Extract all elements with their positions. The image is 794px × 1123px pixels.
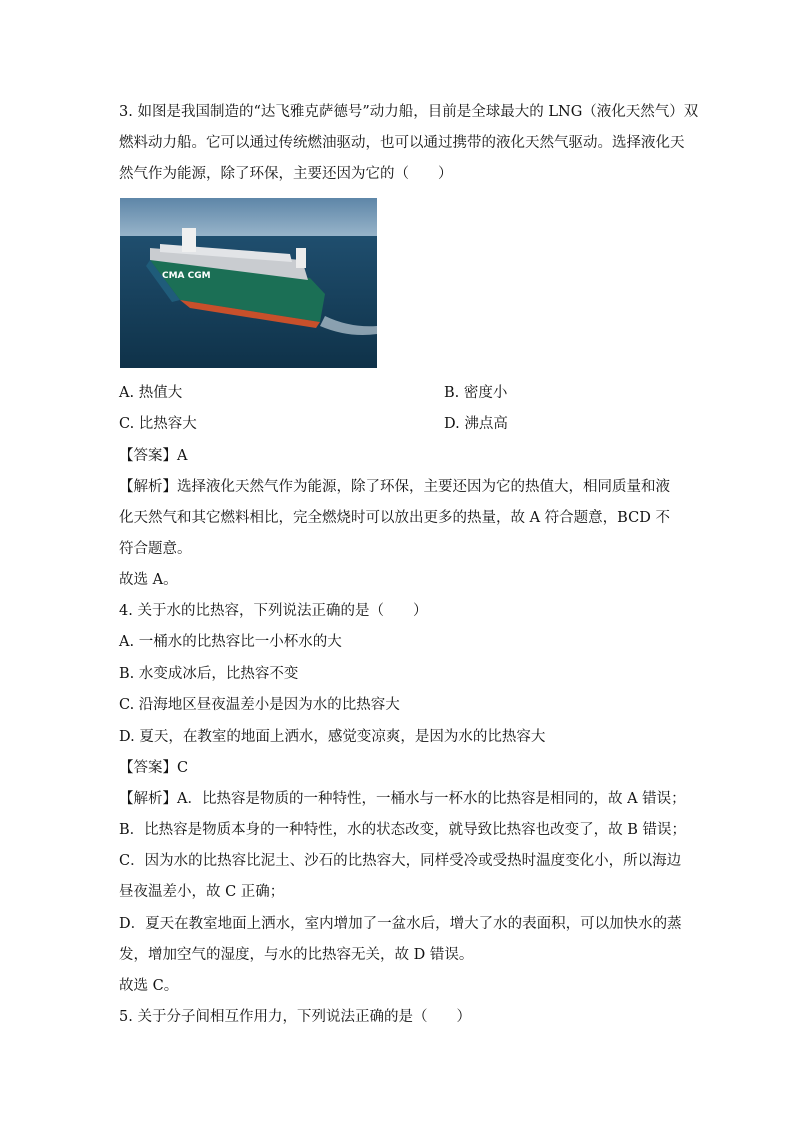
ship-photo	[120, 198, 377, 368]
q4-option-c: C. 沿海地区昼夜温差小是因为水的比热容大	[119, 697, 400, 713]
q3-option-a: A. 热值大	[119, 385, 183, 401]
q3-stem-line-2: 燃料动力船。它可以通过传统燃油驱动，也可以通过携带的液化天然气驱动。选择液化天	[119, 135, 685, 151]
q3-stem-line-1: 3. 如图是我国制造的“达飞雅克萨德号”动力船，目前是全球最大的 LNG（液化天然气）双	[119, 104, 699, 120]
q4-analysis-line-3: C．因为水的比热容比泥土、沙石的比热容大，同样受冷或受热时温度变化小，所以海边	[119, 853, 682, 869]
q4-analysis-line-4: 昼夜温差小，故 C 正确；	[119, 884, 285, 900]
q4-option-d: D. 夏天，在教室的地面上洒水，感觉变凉爽，是因为水的比热容大	[119, 729, 546, 745]
q3-stem-line-3: 然气作为能源，除了环保，主要还因为它的（ ）	[119, 166, 453, 182]
q4-analysis-line-5: D．夏天在教室地面上洒水，室内增加了一盆水后，增大了水的表面积，可以加快水的蒸	[119, 916, 682, 932]
q4-answer: 【答案】C	[119, 760, 189, 776]
q4-conclusion: 故选 C。	[119, 978, 179, 994]
q3-answer: 【答案】A	[119, 448, 188, 464]
q3-analysis-line-1: 【解析】选择液化天然气作为能源，除了环保，主要还因为它的热值大，相同质量和液	[119, 479, 670, 495]
q4-analysis-line-6: 发，增加空气的湿度，与水的比热容无关，故 D 错误。	[119, 947, 474, 963]
ship-lettering: CMA CGM	[162, 271, 211, 281]
q3-option-c: C. 比热容大	[119, 416, 197, 432]
q3-conclusion: 故选 A。	[119, 572, 178, 588]
q3-option-b: B. 密度小	[444, 385, 508, 401]
q3-analysis-line-3: 符合题意。	[119, 541, 192, 557]
q3-option-d: D. 沸点高	[444, 416, 508, 432]
q5-stem: 5. 关于分子间相互作用力，下列说法正确的是（ ）	[119, 1009, 471, 1025]
q4-stem: 4. 关于水的比热容，下列说法正确的是（ ）	[119, 603, 428, 619]
q4-option-a: A. 一桶水的比热容比一小杯水的大	[119, 634, 342, 650]
q3-analysis-line-2: 化天然气和其它燃料相比，完全燃烧时可以放出更多的热量，故 A 符合题意，BCD 不	[119, 510, 670, 526]
q4-option-b: B. 水变成冰后，比热容不变	[119, 666, 299, 682]
q4-analysis-line-2: B．比热容是物质本身的一种特性，水的状态改变，就导致比热容也改变了，故 B 错误；	[119, 822, 687, 838]
q4-analysis-line-1: 【解析】A．比热容是物质的一种特性，一桶水与一杯水的比热容是相同的，故 A 错误；	[119, 791, 686, 807]
